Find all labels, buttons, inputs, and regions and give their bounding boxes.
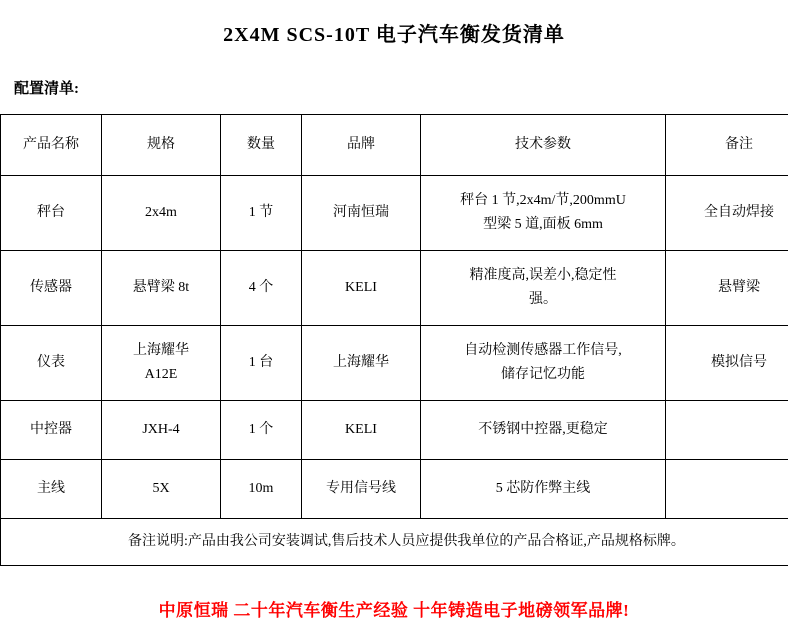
cell-remark (666, 401, 788, 460)
cell-brand: 河南恒瑞 (302, 176, 421, 251)
cell-quantity: 10m (221, 460, 302, 519)
table-note: 备注说明:产品由我公司安装调试,售后技术人员应提供我单位的产品合格证,产品规格标牌。 (1, 519, 788, 566)
table-row (1, 176, 788, 251)
cell-quantity: 4 个 (221, 251, 302, 326)
cell-technical-params (421, 251, 666, 326)
cell-brand: 上海耀华 (302, 326, 421, 401)
column-header-remark: 备注 (666, 115, 788, 176)
cell-remark: 模拟信号 (666, 326, 788, 401)
table-row (1, 251, 788, 326)
configuration-table (0, 114, 788, 566)
cell-quantity: 1 节 (221, 176, 302, 251)
cell-technical-params (421, 326, 666, 401)
cell-brand: KELI (302, 251, 421, 326)
footer-slogan: 中原恒瑞 二十年汽车衡生产经验 十年铸造电子地磅领军品牌! (0, 596, 788, 621)
cell-params-line-2: 强。 (425, 288, 661, 312)
cell-brand: 专用信号线 (302, 460, 421, 519)
cell-params-line-1: 精准度高,误差小,稳定性 (425, 264, 661, 288)
cell-params-line-1: 秤台 1 节,2x4m/节,200mmU (425, 189, 661, 213)
cell-product-name: 传感器 (1, 251, 102, 326)
cell-spec: 2x4m (102, 176, 221, 251)
table-row (1, 460, 788, 519)
cell-spec: 5X (102, 460, 221, 519)
cell-spec-line-2: A12E (106, 363, 216, 387)
cell-params-line-2: 型梁 5 道,面板 6mm (425, 213, 661, 237)
section-subtitle: 配置清单: (14, 77, 788, 98)
table-row (1, 326, 788, 401)
page-title: 2X4M SCS-10T 电子汽车衡发货清单 (0, 0, 788, 47)
cell-technical-params (421, 176, 666, 251)
cell-spec (102, 326, 221, 401)
cell-product-name: 中控器 (1, 401, 102, 460)
table-row (1, 401, 788, 460)
column-header-product-name: 产品名称 (1, 115, 102, 176)
cell-product-name: 主线 (1, 460, 102, 519)
cell-quantity: 1 台 (221, 326, 302, 401)
cell-params-line-2: 储存记忆功能 (425, 363, 661, 387)
cell-remark: 全自动焊接 (666, 176, 788, 251)
cell-technical-params: 不锈钢中控器,更稳定 (421, 401, 666, 460)
cell-remark (666, 460, 788, 519)
column-header-brand: 品牌 (302, 115, 421, 176)
cell-spec: JXH-4 (102, 401, 221, 460)
column-header-spec: 规格 (102, 115, 221, 176)
cell-brand: KELI (302, 401, 421, 460)
cell-product-name: 秤台 (1, 176, 102, 251)
cell-technical-params: 5 芯防作弊主线 (421, 460, 666, 519)
cell-spec-line-1: 上海耀华 (106, 339, 216, 363)
cell-spec: 悬臂梁 8t (102, 251, 221, 326)
column-header-technical-params: 技术参数 (421, 115, 666, 176)
column-header-quantity: 数量 (221, 115, 302, 176)
table-header-row (1, 115, 788, 176)
cell-remark: 悬臂梁 (666, 251, 788, 326)
cell-quantity: 1 个 (221, 401, 302, 460)
table-note-row (1, 519, 788, 566)
cell-params-line-1: 自动检测传感器工作信号, (425, 339, 661, 363)
cell-product-name: 仪表 (1, 326, 102, 401)
